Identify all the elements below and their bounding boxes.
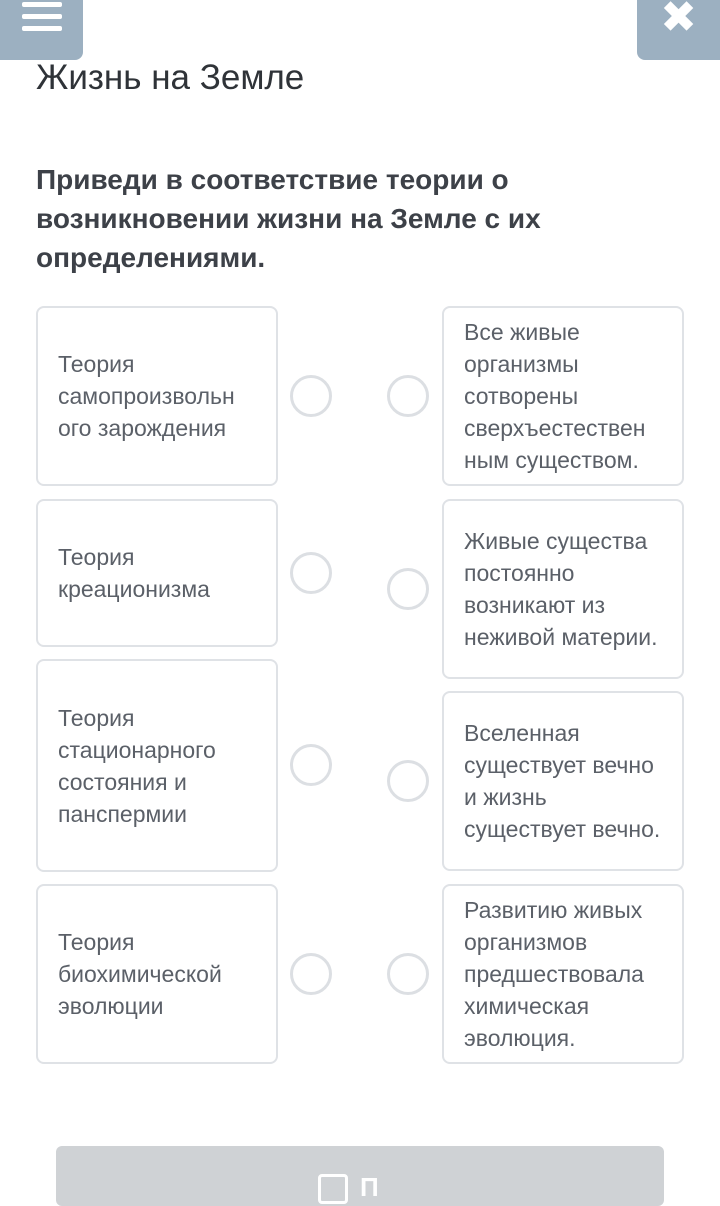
question-text: Приведи в соответствие теории о возникновении жизни на Земле с их определениями.: [36, 164, 541, 273]
close-icon: ✖: [660, 0, 697, 43]
right-item-3[interactable]: [442, 691, 684, 871]
right-connector-radio-2[interactable]: [387, 568, 429, 610]
right-connector-radio-4[interactable]: [387, 953, 429, 995]
right-item-4[interactable]: [442, 884, 684, 1064]
left-item-2[interactable]: [36, 499, 278, 647]
edit-icon: [318, 1174, 348, 1204]
left-item-label: Теория стационарного состояния и панспермии: [58, 704, 216, 827]
left-connector-radio-3[interactable]: [290, 744, 332, 786]
left-item-4[interactable]: [36, 884, 278, 1064]
right-item-label: Живые существа постоянно возникают из неживой материи.: [464, 528, 658, 650]
close-button[interactable]: [637, 0, 720, 60]
right-connector-radio-3[interactable]: [387, 760, 429, 802]
hamburger-menu-icon: [22, 2, 62, 38]
left-connector-radio-4[interactable]: [290, 953, 332, 995]
right-connector-radio-1[interactable]: [387, 375, 429, 417]
left-item-1[interactable]: [36, 306, 278, 486]
left-item-label: Теория биохимической эволюции: [58, 929, 222, 1019]
left-item-3[interactable]: [36, 659, 278, 872]
left-connector-radio-1[interactable]: [290, 375, 332, 417]
submit-label: П: [360, 1172, 379, 1202]
right-item-label: Все живые организмы сотворены сверхъестествен ным существом.: [464, 319, 646, 473]
left-item-label: Теория самопроизвольн ого зарождения: [58, 351, 235, 441]
left-connector-radio-2[interactable]: [290, 552, 332, 594]
right-item-2[interactable]: [442, 499, 684, 679]
page-title: Жизнь на Земле: [36, 58, 305, 97]
menu-button[interactable]: [0, 0, 83, 60]
right-item-label: Вселенная существует вечно и жизнь существует вечно.: [464, 720, 661, 842]
left-item-label: Теория креационизма: [58, 544, 210, 602]
submit-button[interactable]: [56, 1146, 664, 1206]
right-item-1[interactable]: [442, 306, 684, 486]
right-item-label: Развитию живых организмов предшествовала химическая эволюция.: [464, 897, 644, 1051]
